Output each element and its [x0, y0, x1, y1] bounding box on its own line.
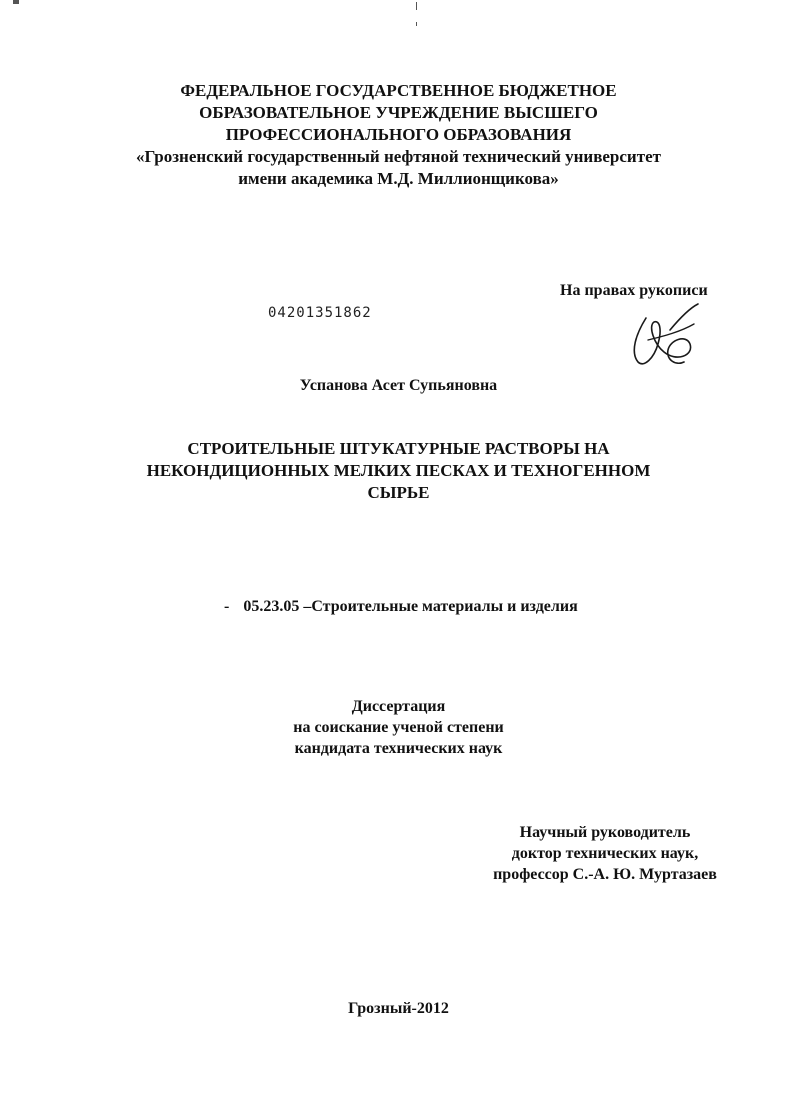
- organization-header: [0, 80, 797, 190]
- dissertation-title: [0, 438, 797, 504]
- specialty-marker: -: [224, 598, 230, 615]
- specialty-text: 05.23.05 –Строительные материалы и изделия: [243, 598, 578, 615]
- scientific-supervisor: [440, 822, 770, 885]
- degree-statement: [0, 696, 797, 759]
- degree-line: кандидата технических наук: [294, 740, 503, 757]
- handwritten-signature: [624, 300, 704, 372]
- header-line: ФЕДЕРАЛЬНОЕ ГОСУДАРСТВЕННОЕ БЮДЖЕТНОЕ: [180, 81, 617, 100]
- header-line: ПРОФЕССИОНАЛЬНОГО ОБРАЗОВАНИЯ: [225, 125, 572, 144]
- author-name: Успанова Асет Супьяновна: [299, 377, 498, 394]
- degree-line: на соискание ученой степени: [293, 719, 504, 736]
- header-line: ОБРАЗОВАТЕЛЬНОЕ УЧРЕЖДЕНИЕ ВЫСШЕГО: [199, 103, 598, 122]
- university-name-line: имени академика М.Д. Миллионщикова»: [238, 169, 559, 188]
- university-name-line: «Грозненский государственный нефтяной технический университет: [136, 147, 661, 166]
- supervisor-line: профессор С.-А. Ю. Муртазаев: [493, 866, 717, 883]
- title-line: НЕКОНДИЦИОННЫХ МЕЛКИХ ПЕСКАХ И ТЕХНОГЕННОМ: [146, 461, 651, 480]
- registry-code: 04201351862: [268, 305, 372, 321]
- degree-line: Диссертация: [351, 698, 446, 715]
- supervisor-line: доктор технических наук,: [511, 845, 699, 862]
- specialty-line: [224, 598, 578, 616]
- scan-artifact: [416, 2, 417, 10]
- supervisor-line: Научный руководитель: [519, 824, 691, 841]
- scan-artifact: [13, 0, 19, 4]
- title-line: СЫРЬЕ: [367, 483, 430, 502]
- title-line: СТРОИТЕЛЬНЫЕ ШТУКАТУРНЫЕ РАСТВОРЫ НА: [187, 439, 610, 458]
- manuscript-rights-label: На правах рукописи: [560, 282, 708, 299]
- scan-artifact: [416, 22, 417, 26]
- city-year: Грозный-2012: [348, 1000, 449, 1017]
